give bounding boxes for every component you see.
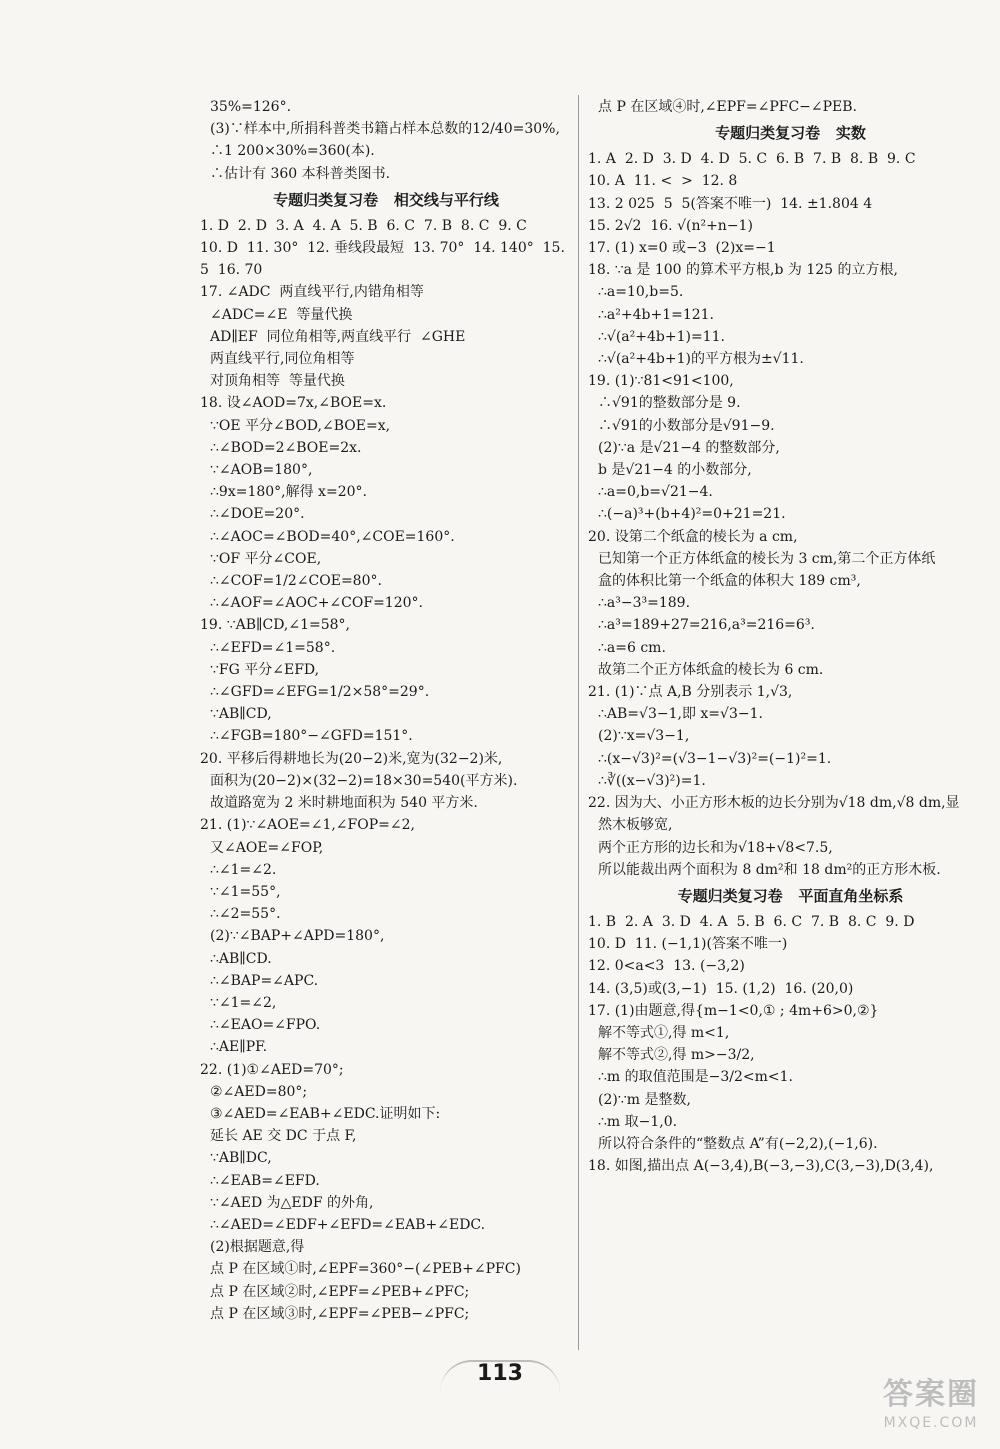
answer-line: ∴∠EFD=∠1=58°. (210, 639, 336, 656)
answer-line: 两直线平行,同位角相等 (210, 351, 355, 368)
answer-line: ∴∠AOF=∠AOC+∠COF=120°. (210, 595, 423, 612)
answer-line: AD∥EF 同位角相等,两直线平行 ∠GHE (210, 328, 466, 345)
answer-line: ∴∠GFD=∠EFG=1/2×58°=29°. (210, 684, 430, 701)
answer-line: 20. 平移后得耕地长为(20−2)米,宽为(32−2)米, (200, 750, 503, 767)
right-column (588, 96, 993, 1177)
answer-line: ∵OF 平分∠COE, (210, 550, 322, 567)
answer-line: 21. (1)∵点 A,B 分别表示 1,√3, (588, 684, 793, 701)
page-number: 113 (477, 1361, 523, 1386)
answer-line: ∴∠AOC=∠BOD=40°,∠COE=160°. (210, 528, 455, 545)
answer-line: 面积为(20−2)×(32−2)=18×30=540(平方米). (210, 772, 518, 789)
answer-line: ∴a=0,b=√21−4. (598, 484, 713, 501)
watermark-url: MXQE.COM (883, 1415, 979, 1431)
answer-line: (2)∵a 是√21−4 的整数部分, (598, 439, 780, 456)
answer-line: 点 P 在区域②时,∠EPF=∠PEB+∠PFC; (210, 1283, 470, 1300)
left-column (200, 96, 572, 1325)
column-divider (578, 95, 579, 1350)
answer-line: ∵AB∥CD, (210, 706, 272, 723)
answer-line: 延长 AE 交 DC 于点 F, (210, 1128, 357, 1145)
answer-line: ∵∠AED 为△EDF 的外角, (210, 1194, 374, 1211)
answer-line: ∴∠EAB=∠EFD. (210, 1172, 320, 1189)
section-heading: 专题归类复习卷 实数 (715, 124, 866, 143)
answer-line: ∴√(a²+4b+1)=11. (598, 328, 725, 345)
answer-line: 故道路宽为 2 米时耕地面积为 540 平方米. (210, 795, 478, 812)
answer-line: 17. ∠ADC 两直线平行,内错角相等 (200, 284, 424, 301)
answer-line: ∵∠1=∠2, (210, 994, 277, 1011)
answer-line: 然木板够宽, (598, 817, 673, 834)
answer-line: ∴∠DOE=20°. (210, 506, 305, 523)
answer-line: 15. 2√2 16. √(n²+n−1) (588, 217, 753, 234)
answer-line: ③∠AED=∠EAB+∠EDC.证明如下: (210, 1105, 441, 1122)
answer-line: 14. (3,5)或(3,−1) 15. (1,2) 16. (20,0) (588, 980, 854, 997)
answer-line: (2)∵∠BAP+∠APD=180°, (210, 928, 385, 945)
answer-line: 点 P 在区域③时,∠EPF=∠PEB−∠PFC; (210, 1305, 470, 1322)
answer-line: 解不等式②,得 m>−3/2, (598, 1047, 755, 1064)
answer-line: ∴∠2=55°. (210, 906, 281, 923)
answer-line: (2)∵x=√3−1, (598, 728, 690, 745)
answer-line: 10. D 11. 30° 12. 垂线段最短 13. 70° 14. 140° 15. (200, 240, 565, 257)
answer-line: ∴(x−√3)²=(√3−1−√3)²=(−1)²=1. (598, 750, 832, 767)
answer-line: (2)根据题意,得 (210, 1239, 305, 1256)
answer-line: 已知第一个正方体纸盒的棱长为 3 cm,第二个正方体纸 (598, 550, 936, 567)
answer-line: ∴AE∥PF. (210, 1039, 268, 1056)
answer-line: 两个正方形的边长和为√18+√8<7.5, (598, 839, 833, 856)
answer-line: ∴a³−3³=189. (598, 595, 691, 612)
answer-line: ∴∠COF=1/2∠COE=80°. (210, 573, 382, 590)
answer-line: ∴估计有 360 本科普类图书. (210, 165, 391, 182)
answer-line: b 是√21−4 的小数部分, (598, 462, 752, 479)
answer-line: 17. (1) x=0 或−3 (2)x=−1 (588, 240, 776, 257)
answer-line: 21. (1)∵∠AOE=∠1,∠FOP=∠2, (200, 817, 415, 834)
answer-line: ∴√91的整数部分是 9. (598, 395, 741, 412)
answer-line: ∴√91的小数部分是√91−9. (598, 417, 775, 434)
answer-line: 点 P 在区域①时,∠EPF=360°−(∠PEB+∠PFC) (210, 1261, 521, 1278)
answer-line: ∵∠1=55°, (210, 883, 281, 900)
answer-line: ∴∠BAP=∠APC. (210, 972, 319, 989)
answer-line: ∴a=6 cm. (598, 639, 666, 656)
answer-line: 13. 2 025 5 5(答案不唯一) 14. ±1.804 4 (588, 195, 873, 212)
answer-line: 19. ∵AB∥CD,∠1=58°, (200, 617, 351, 634)
answer-line: 10. A 11. < > 12. 8 (588, 173, 738, 190)
answer-line: 1. A 2. D 3. D 4. D 5. C 6. B 7. B 8. B 9. C (588, 151, 916, 168)
answer-line: ∴9x=180°,解得 x=20°. (210, 484, 367, 501)
answer-line: 12. 0<a<3 13. (−3,2) (588, 958, 745, 975)
answer-line: 20. 设第二个纸盒的棱长为 a cm, (588, 528, 798, 545)
answer-line: ∠ADC=∠E 等量代换 (210, 306, 353, 323)
watermark-text: 答案圈 (883, 1377, 979, 1412)
answer-line: ∴a²+4b+1=121. (598, 306, 715, 323)
answer-line: 点 P 在区域④时,∠EPF=∠PFC−∠PEB. (598, 99, 857, 115)
answer-line: ∵FG 平分∠EFD, (210, 661, 320, 678)
answer-line: ∵AB∥DC, (210, 1150, 272, 1167)
answer-line: ∴a=10,b=5. (598, 284, 684, 301)
answer-line: ∴∠FGB=180°−∠GFD=151°. (210, 728, 413, 745)
answer-line: ∴∠1=∠2. (210, 861, 277, 878)
answer-line: ∴AB=√3−1,即 x=√3−1. (598, 706, 763, 723)
answer-line: 所以能裁出两个面积为 8 dm²和 18 dm²的正方形木板. (598, 861, 941, 878)
answer-line: 19. (1)∵81<91<100, (588, 373, 734, 390)
answer-line: 对顶角相等 等量代换 (210, 373, 345, 390)
answer-line: ∵OE 平分∠BOD,∠BOE=x, (210, 417, 391, 434)
answer-line: ∴(−a)³+(b+4)²=0+21=21. (598, 506, 786, 523)
answer-line: 17. (1)由题意,得{m−1<0,① ; 4m+6>0,②} (588, 1002, 879, 1019)
watermark-logo (866, 1375, 996, 1445)
answer-line: 18. ∵a 是 100 的算术平方根,b 为 125 的立方根, (588, 262, 898, 279)
answer-line: 10. D 11. (−1,1)(答案不唯一) (588, 936, 788, 953)
answer-line: ∴∠AED=∠EDF+∠EFD=∠EAB+∠EDC. (210, 1216, 486, 1233)
answer-line: ∴m 的取值范围是−3/2<m<1. (598, 1069, 793, 1086)
answer-line: 故第二个正方体纸盒的棱长为 6 cm. (598, 661, 824, 678)
answer-line: ∴∛((x−√3)²)=1. (598, 772, 706, 789)
answer-line: ∴∠BOD=2∠BOE=2x. (210, 439, 362, 456)
answer-line: 解不等式①,得 m<1, (598, 1024, 730, 1041)
answer-line: 1. D 2. D 3. A 4. A 5. B 6. C 7. B 8. C 9. C (200, 217, 527, 234)
answer-line: 1. B 2. A 3. D 4. A 5. B 6. C 7. B 8. C 9. D (588, 913, 915, 930)
section-heading: 专题归类复习卷 相交线与平行线 (273, 190, 499, 209)
answer-line: 又∠AOE=∠FOP, (210, 839, 324, 856)
answer-line: ∴1 200×30%=360(本). (210, 143, 375, 160)
answer-line: ∴m 取−1,0. (598, 1113, 678, 1130)
answer-line: 22. 因为大、小正方形木板的边长分别为√18 dm,√8 dm,显 (588, 795, 960, 812)
answer-line: ∴a³=189+27=216,a³=216=6³. (598, 617, 815, 634)
answer-line: ∴√(a²+4b+1)的平方根为±√11. (598, 351, 804, 368)
answer-line: 18. 设∠AOD=7x,∠BOE=x. (200, 395, 387, 412)
answer-line: (2)∵m 是整数, (598, 1091, 691, 1108)
answer-line: ∴AB∥CD. (210, 950, 272, 967)
answer-line: 盒的体积比第一个纸盒的体积大 189 cm³, (598, 573, 861, 590)
answer-line: ②∠AED=80°; (210, 1083, 308, 1100)
answer-line: (3)∵样本中,所捐科普类书籍占样本总数的12/40=30%, (210, 121, 560, 138)
answer-line: ∴∠EAO=∠FPO. (210, 1017, 321, 1034)
answer-line: ∵∠AOB=180°, (210, 462, 313, 479)
answer-line: 35%=126°. (210, 99, 292, 115)
answer-line: 18. 如图,描出点 A(−3,4),B(−3,−3),C(3,−3),D(3,4), (588, 1158, 934, 1175)
answer-line: 5 16. 70 (200, 262, 263, 279)
answer-line: 22. (1)①∠AED=70°; (200, 1061, 344, 1078)
section-heading: 专题归类复习卷 平面直角坐标系 (677, 886, 904, 905)
answer-line: 所以符合条件的“整数点 A”有(−2,2),(−1,6). (598, 1135, 878, 1152)
